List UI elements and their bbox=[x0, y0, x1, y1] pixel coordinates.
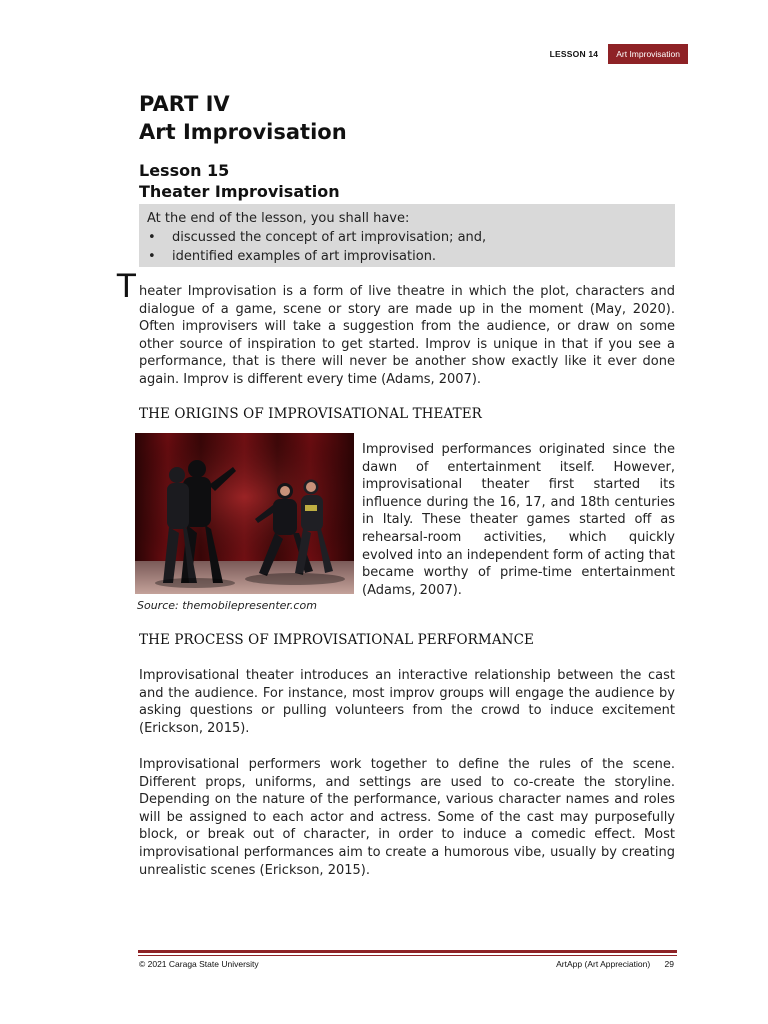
process-heading: THE PROCESS OF IMPROVISATIONAL PERFORMANCE bbox=[139, 632, 534, 648]
drop-cap: T bbox=[116, 267, 137, 305]
footer-book-title: ArtApp (Art Appreciation) bbox=[556, 959, 651, 969]
header-topic-tag: Art Improvisation bbox=[608, 44, 688, 64]
part-number: PART IV bbox=[139, 92, 230, 116]
footer-rule-thick bbox=[138, 950, 677, 953]
page-number: 29 bbox=[664, 959, 674, 969]
part-name: Art Improvisation bbox=[139, 120, 347, 144]
lesson-name: Theater Improvisation bbox=[139, 182, 340, 201]
running-header bbox=[550, 44, 688, 64]
photo-caption: Source: themobilepresenter.com bbox=[137, 599, 317, 612]
objective-item: • identified examples of art improvisation. bbox=[147, 247, 667, 266]
origins-paragraph: Improvised performances originated since the dawn of entertainment itself. However, improvisational theater first started its influence during the 16, 17, and 18th centuries in Italy. These theater games started off as rehearsal-room activities, which quickly evolved into an independent form of acting that became worthy of prime-time entertainment (Adams, 2007). bbox=[362, 442, 675, 598]
footer-copyright: © 2021 Caraga State University bbox=[139, 959, 259, 969]
lesson-title bbox=[139, 160, 340, 202]
theater-photo bbox=[135, 433, 354, 594]
process-paragraph-2: Improvisational performers work together to define the rules of the scene. Different props, uniforms, and settings are used to co-create the storyline. Depending on the nature of the performance, various character names and roles will be assigned to each actor and actress. Some of the cast may purposefully block, or break out of character, in order to induce a comedic effect. Most improvisational performances aim to create a humorous vibe, usually by creating unrealistic scenes (Erickson, 2015). bbox=[139, 757, 675, 878]
footer-rule-thin bbox=[138, 955, 677, 956]
part-title bbox=[139, 90, 347, 146]
origins-heading: THE ORIGINS OF IMPROVISATIONAL THEATER bbox=[139, 406, 482, 422]
objectives-intro: At the end of the lesson, you shall have: bbox=[147, 211, 410, 226]
process-paragraph-1: Improvisational theater introduces an interactive relationship between the cast and the audience. For instance, most improv groups will engage the audience by asking questions or pulling volunteers from the crowd to induce excitement (Erickson, 2015). bbox=[139, 668, 675, 736]
footer-book-info bbox=[556, 959, 674, 969]
learning-objectives-box bbox=[139, 204, 675, 267]
header-lesson-label: LESSON 14 bbox=[549, 49, 599, 59]
lesson-number: Lesson 15 bbox=[139, 161, 230, 180]
intro-paragraph: heater Improvisation is a form of live theatre in which the plot, characters and dialogue of a game, scene or story are made up in the moment (May, 2020). Often improvisers will take a suggestion from the audience, or draw on some other source of inspiration to get started. Improv is unique in that if you see a performance, that is there will never be another show exactly like it ever done again. Improv is different every time (Adams, 2007). bbox=[139, 284, 675, 387]
objective-item: • discussed the concept of art improvisation; and, bbox=[147, 228, 667, 247]
objectives-list bbox=[147, 228, 667, 266]
